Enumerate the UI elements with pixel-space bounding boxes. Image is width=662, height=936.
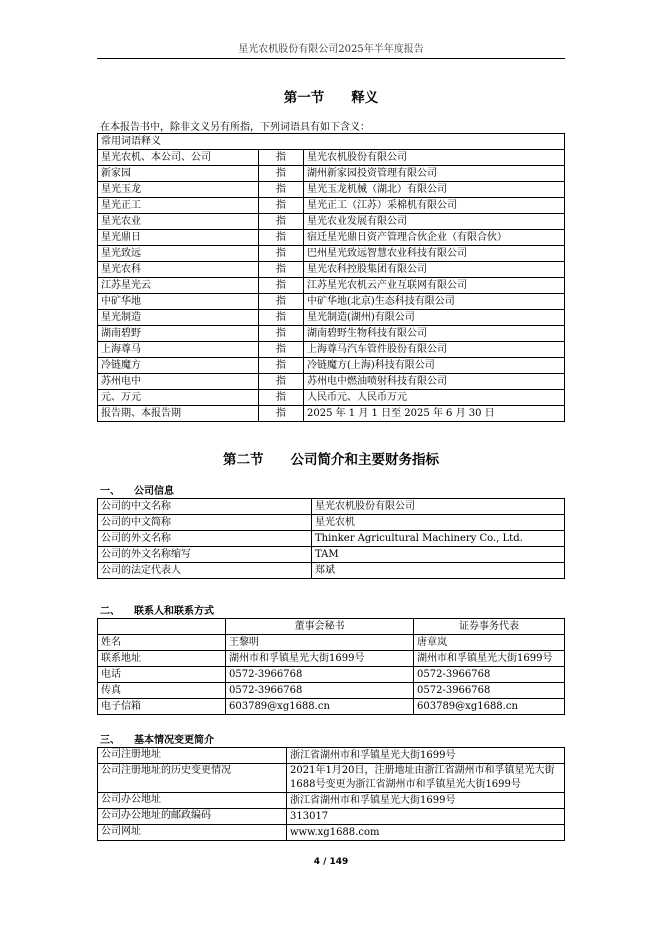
contacts-heading (100, 602, 214, 617)
definition-row (98, 246, 565, 262)
meaning-cell: 星光农业发展有限公司 (304, 214, 565, 230)
col-securities-rep: 证券事务代表 (414, 619, 565, 635)
section-2-title: 第二节 公司简介和主要财务指标 (223, 452, 439, 468)
company-info-row (98, 515, 565, 531)
term-cell: 星光制造 (98, 310, 259, 326)
basic-changes-heading (100, 731, 214, 746)
zhi-cell: 指 (259, 246, 304, 262)
meaning-cell: 中矿华地(北京)生态科技有限公司 (304, 294, 565, 310)
contacts-row (98, 683, 565, 699)
info-value: 星光农机股份有限公司 (312, 499, 565, 515)
meaning-cell: 2025 年 1 月 1 日至 2025 年 6 月 30 日 (304, 406, 565, 422)
change-value: www.xg1688.com (287, 825, 565, 841)
info-label: 公司的中文名称 (98, 499, 312, 515)
zhi-cell: 指 (259, 294, 304, 310)
company-info-row (98, 547, 565, 563)
representative-value: 湖州市和孚镇星光大街1699号 (414, 651, 565, 667)
table-caption-row (98, 134, 565, 150)
contacts-row (98, 699, 565, 715)
heading-number: 二、 (100, 606, 120, 617)
meaning-cell: 上海尊马汽车管件股份有限公司 (304, 342, 565, 358)
contacts-row (98, 651, 565, 667)
change-label: 公司注册地址的历史变更情况 (98, 764, 287, 793)
info-value: TAM (312, 547, 565, 563)
term-cell: 星光致远 (98, 246, 259, 262)
heading-number: 三、 (100, 735, 120, 746)
meaning-cell: 苏州电中燃油喷射科技有限公司 (304, 374, 565, 390)
company-info-row (98, 563, 565, 579)
info-value: 星光农机 (312, 515, 565, 531)
contact-label: 传真 (98, 683, 226, 699)
secretary-value: 王黎明 (226, 635, 414, 651)
zhi-cell: 指 (259, 214, 304, 230)
term-cell: 星光农机、本公司、公司 (98, 150, 259, 166)
definition-row (98, 310, 565, 326)
change-value: 2021年1月20日，注册地址由浙江省湖州市和孚镇星光大街1688号变更为浙江省湖州市和孚镇星光大街1699号 (287, 764, 565, 793)
term-cell: 报告期、本报告期 (98, 406, 259, 422)
meaning-cell: 人民币元、人民币万元 (304, 390, 565, 406)
zhi-cell: 指 (259, 262, 304, 278)
basic-change-row (98, 748, 565, 764)
page-header: 星光农机股份有限公司2025年半年度报告 (97, 40, 565, 59)
zhi-cell: 指 (259, 278, 304, 294)
zhi-cell: 指 (259, 310, 304, 326)
term-cell: 苏州电中 (98, 374, 259, 390)
company-info-heading (100, 482, 174, 497)
change-value: 浙江省湖州市和孚镇星光大街1699号 (287, 748, 565, 764)
definitions-intro: 在本报告书中，除非文义另有所指，下列词语具有如下含义： (100, 122, 370, 133)
meaning-cell: 湖州新家园投资管理有限公司 (304, 166, 565, 182)
zhi-cell: 指 (259, 230, 304, 246)
definition-row (98, 294, 565, 310)
contacts-table (97, 618, 565, 715)
meaning-cell: 星光制造(湖州)有限公司 (304, 310, 565, 326)
heading-text: 公司信息 (134, 486, 174, 497)
info-label: 公司的外文名称 (98, 531, 312, 547)
definition-row (98, 166, 565, 182)
info-value: Thinker Agricultural Machinery Co., Ltd. (312, 531, 565, 547)
definition-row (98, 182, 565, 198)
basic-changes-table (97, 747, 565, 841)
zhi-cell: 指 (259, 342, 304, 358)
heading-number: 一、 (100, 486, 120, 497)
term-cell: 星光农业 (98, 214, 259, 230)
zhi-cell: 指 (259, 150, 304, 166)
meaning-cell: 星光玉龙机械（湖北）有限公司 (304, 182, 565, 198)
company-info-row (98, 531, 565, 547)
definition-row (98, 198, 565, 214)
secretary-value: 湖州市和孚镇星光大街1699号 (226, 651, 414, 667)
change-label: 公司注册地址 (98, 748, 287, 764)
term-cell: 江苏星光云 (98, 278, 259, 294)
basic-change-row (98, 825, 565, 841)
info-label: 公司的法定代表人 (98, 563, 312, 579)
term-cell: 中矿华地 (98, 294, 259, 310)
definition-row (98, 374, 565, 390)
change-label: 公司网址 (98, 825, 287, 841)
basic-change-row (98, 793, 565, 809)
zhi-cell: 指 (259, 326, 304, 342)
change-value: 浙江省湖州市和孚镇星光大街1699号 (287, 793, 565, 809)
secretary-value: 0572-3966768 (226, 667, 414, 683)
meaning-cell: 星光农科控股集团有限公司 (304, 262, 565, 278)
definition-row (98, 358, 565, 374)
zhi-cell: 指 (259, 358, 304, 374)
zhi-cell: 指 (259, 390, 304, 406)
page-number: 4 / 149 (313, 857, 349, 867)
basic-change-row (98, 764, 565, 793)
representative-value: 603789@xg1688.cn (414, 699, 565, 715)
table-caption: 常用词语释义 (98, 134, 565, 150)
definition-row (98, 342, 565, 358)
col-board-secretary: 董事会秘书 (226, 619, 414, 635)
contact-label: 电话 (98, 667, 226, 683)
zhi-cell: 指 (259, 374, 304, 390)
definition-row (98, 406, 565, 422)
change-label: 公司办公地址 (98, 793, 287, 809)
contact-label: 姓名 (98, 635, 226, 651)
representative-value: 0572-3966768 (414, 667, 565, 683)
definition-row (98, 214, 565, 230)
definitions-table (97, 133, 565, 422)
zhi-cell: 指 (259, 406, 304, 422)
term-cell: 冷链魔方 (98, 358, 259, 374)
term-cell: 星光鼎日 (98, 230, 259, 246)
info-label: 公司的外文名称缩写 (98, 547, 312, 563)
change-value: 313017 (287, 809, 565, 825)
basic-change-row (98, 809, 565, 825)
contacts-header-row (98, 619, 565, 635)
company-info-row (98, 499, 565, 515)
term-cell: 星光玉龙 (98, 182, 259, 198)
meaning-cell: 巴州星光致远智慧农业科技有限公司 (304, 246, 565, 262)
term-cell: 星光农科 (98, 262, 259, 278)
meaning-cell: 江苏星光农机云产业互联网有限公司 (304, 278, 565, 294)
meaning-cell: 星光正工（江苏）采棉机有限公司 (304, 198, 565, 214)
term-cell: 湖南碧野 (98, 326, 259, 342)
heading-text: 基本情况变更简介 (134, 735, 214, 746)
info-value: 郑斌 (312, 563, 565, 579)
definition-row (98, 390, 565, 406)
definition-row (98, 278, 565, 294)
term-cell: 新家园 (98, 166, 259, 182)
meaning-cell: 星光农机股份有限公司 (304, 150, 565, 166)
zhi-cell: 指 (259, 166, 304, 182)
contact-label: 电子信箱 (98, 699, 226, 715)
section-1-title: 第一节 释义 (283, 90, 379, 106)
representative-value: 0572-3966768 (414, 683, 565, 699)
term-cell: 星光正工 (98, 198, 259, 214)
term-cell: 上海尊马 (98, 342, 259, 358)
representative-value: 唐章岚 (414, 635, 565, 651)
meaning-cell: 湖南碧野生物科技有限公司 (304, 326, 565, 342)
info-label: 公司的中文简称 (98, 515, 312, 531)
change-label: 公司办公地址的邮政编码 (98, 809, 287, 825)
meaning-cell: 冷链魔方(上海)科技有限公司 (304, 358, 565, 374)
company-info-table (97, 498, 565, 579)
heading-text: 联系人和联系方式 (134, 606, 214, 617)
definition-row (98, 150, 565, 166)
definition-row (98, 326, 565, 342)
definition-row (98, 262, 565, 278)
definition-row (98, 230, 565, 246)
zhi-cell: 指 (259, 198, 304, 214)
secretary-value: 0572-3966768 (226, 683, 414, 699)
secretary-value: 603789@xg1688.cn (226, 699, 414, 715)
meaning-cell: 宿迁星光鼎日资产管理合伙企业（有限合伙） (304, 230, 565, 246)
term-cell: 元、万元 (98, 390, 259, 406)
contact-label: 联系地址 (98, 651, 226, 667)
zhi-cell: 指 (259, 182, 304, 198)
contacts-row (98, 667, 565, 683)
contacts-row (98, 635, 565, 651)
